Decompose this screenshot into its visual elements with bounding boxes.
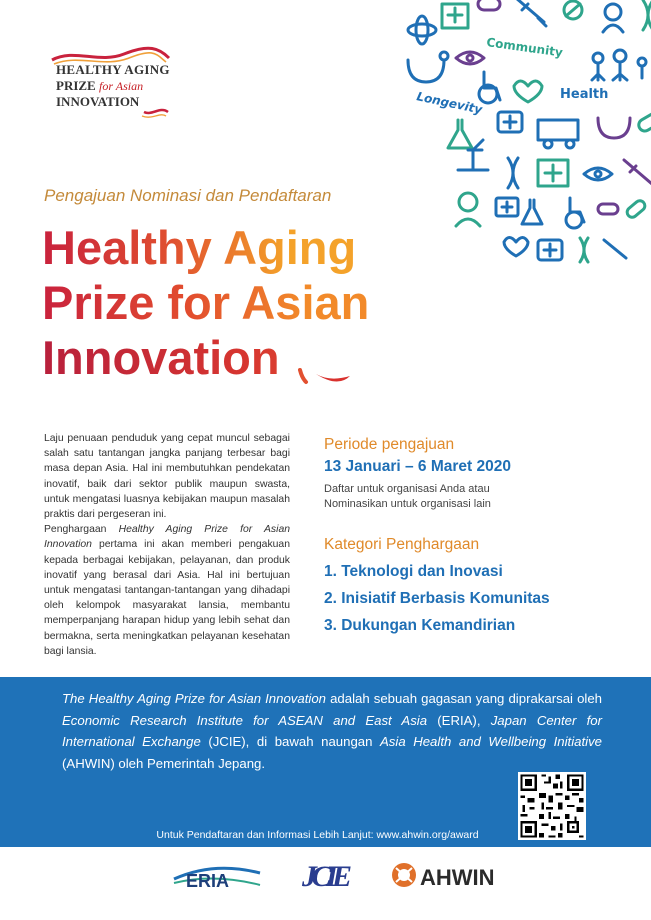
first-aid-icon — [538, 240, 562, 260]
band-text-8: (AHWIN) oleh Pemerintah Jepang. — [62, 755, 266, 771]
jcie-logo — [300, 858, 360, 892]
dna-icon — [508, 158, 518, 188]
intro-paragraph-1: Laju penuaan penduduk yang cepat muncul sebagai salah satu tantangan jangka panjang terbesar bagi masa depan Asia. Hal ini membutuhkan pendekatan inovatif, baik dari sektor publik maupun swasta, untuk mengatasi luasnya kebijakan maupun masalah praktis dari pergeseran ini. — [44, 433, 290, 521]
ambulance-icon — [538, 120, 578, 148]
info-line — [0, 829, 651, 841]
pill-icon — [478, 0, 500, 10]
syringe-icon — [516, 0, 546, 26]
logo-line-3: INNOVATION — [56, 94, 140, 109]
eria-text: ERIA — [186, 871, 230, 891]
intro-p2-rest: pertama ini akan memberi pengakuan kepada berbagai kebijakan, pelayanan, dan produk inovatif yang berasal dari Asia. Hal ini bertujuan untuk mengatasi tantangan-tantangan yang dihadapi oleh kelompok masyarakat lansia, membantu memperpanjang harapan hidup yang lebih sehat dan bermakna, serta meningkatkan pelayanan kesehatan bagi lansia. — [44, 539, 290, 657]
first-aid-icon — [496, 198, 518, 216]
intro-p2-italic: Healthy Aging Prize for Asian Innovation — [44, 524, 290, 551]
award-logo — [44, 46, 174, 126]
period-dates: 13 Januari – 6 Maret 2020 — [324, 458, 511, 475]
period-note — [324, 482, 624, 512]
title-line-2: Prize for Asian — [42, 276, 370, 329]
period-note-line-1: Daftar untuk organisasi Anda atau — [324, 483, 490, 495]
band-text-4: (ERIA), — [427, 712, 491, 728]
intro-p2-start: Penghargaan — [44, 524, 119, 536]
category-item: 2. Inisiatif Berbasis Komunitas — [324, 590, 550, 607]
logo-for-asian: for Asian — [98, 79, 144, 93]
stethoscope-icon — [598, 118, 630, 138]
pill-icon — [564, 1, 582, 19]
syringe-icon — [624, 160, 651, 184]
hospital-icon — [442, 4, 468, 28]
collage-label-longevity: Longevity — [415, 89, 484, 117]
family-icon — [592, 50, 646, 80]
period-note-line-2: Nominasikan untuk organisasi lain — [324, 498, 491, 510]
intro-text — [44, 431, 290, 659]
ahwin-logo-icon — [390, 860, 418, 890]
details-column — [324, 436, 624, 639]
wheelchair-icon — [479, 72, 500, 103]
syringe-icon — [604, 240, 626, 258]
band-text-2: adalah sebuah gagasan yang diprakarsai oleh — [325, 691, 602, 706]
nurse-icon — [456, 193, 480, 226]
intro-paragraph-2 — [44, 522, 290, 659]
collage-label-community: Community — [485, 35, 564, 60]
logo-prize: PRIZE — [56, 78, 96, 93]
bandage-icon — [625, 199, 647, 220]
hospital-icon — [538, 160, 568, 186]
eye-icon — [456, 52, 484, 64]
pill-icon — [598, 204, 618, 214]
registration-url-text[interactable]: Untuk Pendaftaran dan Informasi Lebih Lanjut: www.ahwin.org/award — [156, 829, 479, 841]
ahwin-text: AHWIN — [420, 865, 495, 890]
title-line-1: Healthy Aging — [42, 220, 369, 275]
jcie-text: JCIE — [302, 860, 352, 892]
band-jcie-name: Japan Center for International Exchange — [62, 712, 602, 749]
band-text-6: (JCIE), di bawah naungan — [200, 734, 380, 749]
heart-icon — [504, 238, 528, 257]
atom-icon — [408, 16, 436, 44]
title-swoosh-icon — [296, 362, 358, 388]
logo-line-1: HEALTHY AGING — [56, 62, 170, 77]
microscope-icon — [458, 140, 488, 170]
dna-icon — [643, 0, 651, 30]
initiative-description — [62, 688, 602, 774]
flask-icon — [522, 200, 542, 224]
stethoscope-icon — [408, 52, 448, 82]
categories-list — [324, 558, 624, 639]
logo-line-2 — [56, 78, 143, 94]
collage-label-health: Health — [560, 87, 609, 102]
bandage-icon — [637, 111, 651, 133]
dna-icon — [580, 238, 588, 262]
band-eria-name: Economic Research Institute for ASEAN and East Asia — [62, 712, 428, 728]
heart-icon — [514, 81, 542, 102]
subtitle: Pengajuan Nominasi dan Pendaftaran — [44, 186, 332, 205]
eye-icon — [584, 168, 612, 180]
category-item: 1. Teknologi dan Inovasi — [324, 563, 503, 580]
period-label: Periode pengajuan — [324, 436, 455, 453]
band-ahwin-name: Asia Health and Wellbeing Initiative — [380, 734, 602, 749]
first-aid-icon — [498, 112, 522, 132]
health-icon-collage — [398, 0, 651, 280]
categories-label: Kategori Penghargaan — [324, 536, 480, 553]
page-title — [42, 220, 369, 385]
title-line-3: Innovation — [42, 330, 369, 385]
nurse-icon — [603, 4, 623, 32]
category-item: 3. Dukungan Kemandirian — [324, 617, 516, 634]
wheelchair-icon — [566, 198, 584, 228]
flask-icon — [448, 120, 472, 148]
band-prize-name: The Healthy Aging Prize for Asian Innovation — [62, 691, 326, 706]
eria-logo — [172, 865, 262, 891]
